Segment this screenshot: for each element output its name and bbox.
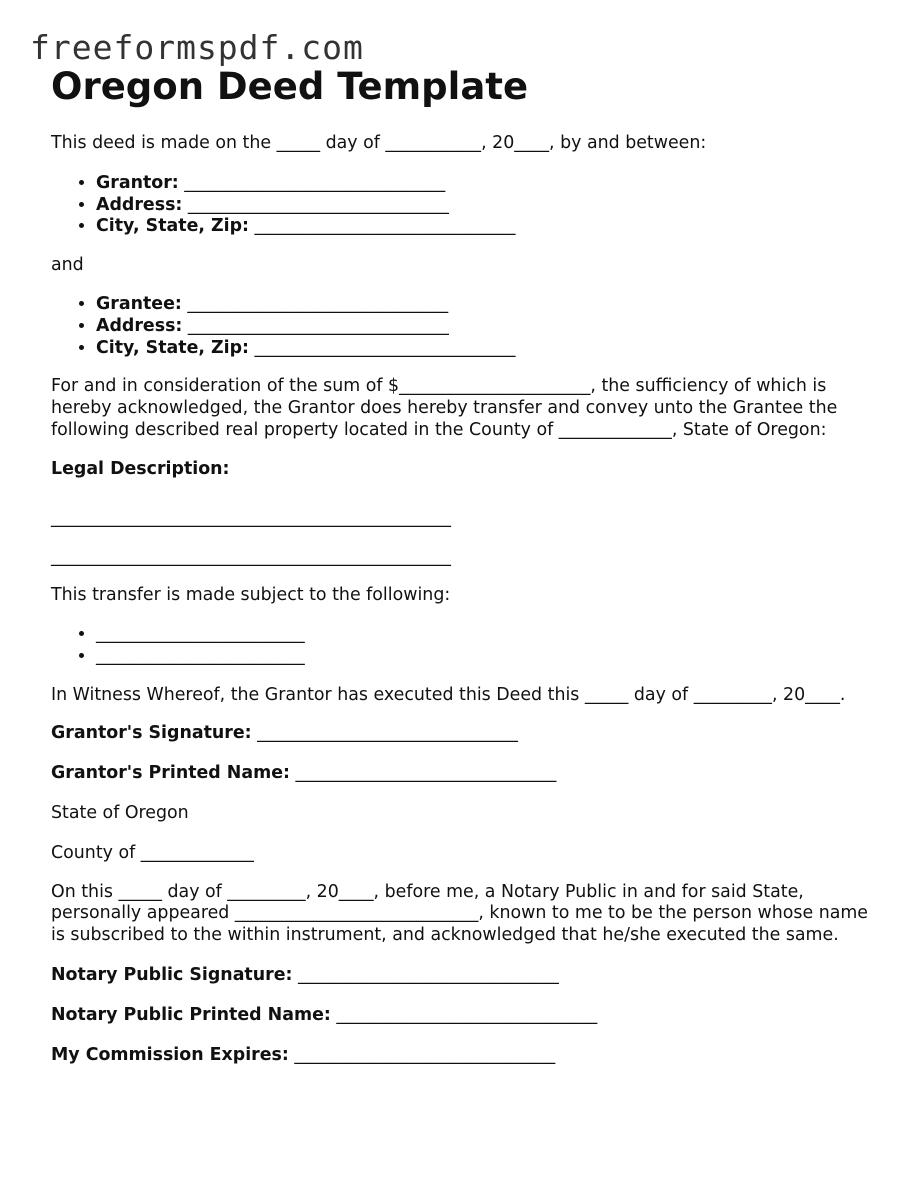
- grantor-printed-name-line: ______________________________: [295, 763, 557, 784]
- commission-label: My Commission Expires:: [51, 1044, 289, 1065]
- commission-row: [51, 1045, 881, 1067]
- grantor-list: [51, 173, 881, 238]
- notary-printed-name-line: ______________________________: [336, 1004, 598, 1025]
- intro-paragraph: This deed is made on the _____ day of ___________, 20____, by and between:: [51, 133, 707, 153]
- grantee-address-item: [96, 316, 881, 338]
- consideration-paragraph: For and in consideration of the sum of $______________________, the sufficiency of which is hereby acknowledged, the Grantor does hereby transfer and convey unto the Grantee the following described real property located in the County of _____________, State of Oregon:: [51, 376, 838, 440]
- legal-description-line: ______________________________________________: [51, 547, 451, 568]
- grantor-signature-label: Grantor's Signature:: [51, 723, 252, 744]
- grantor-signature-row: [51, 723, 881, 745]
- subject-item: • ________________________: [96, 646, 881, 668]
- and-text: and: [51, 255, 84, 276]
- grantee-address-line: ______________________________: [187, 315, 449, 336]
- grantor-signature-line: ______________________________: [257, 723, 518, 744]
- grantee-list: [51, 294, 881, 359]
- legal-description-heading: Legal Description:: [51, 458, 230, 479]
- grantee-city-line: ______________________________: [254, 337, 516, 358]
- grantee-label: Grantee:: [96, 293, 182, 314]
- commission-line: ______________________________: [294, 1044, 556, 1065]
- grantor-printed-name-label: Grantor's Printed Name:: [51, 763, 290, 784]
- document-title: Oregon Deed Template: [51, 65, 529, 108]
- grantee-city-item: [96, 338, 881, 360]
- grantor-city-line: ______________________________: [254, 216, 516, 237]
- subject-list: [51, 624, 881, 668]
- notary-signature-row: [51, 965, 881, 987]
- state-text: State of Oregon: [51, 802, 189, 823]
- subject-item: • ________________________: [96, 624, 881, 646]
- grantee-line: ______________________________: [187, 293, 449, 314]
- grantor-name-item: [96, 173, 881, 195]
- legal-description-line: ______________________________________________: [51, 507, 451, 528]
- grantee-name-item: [96, 294, 881, 316]
- document-page: [51, 64, 881, 1066]
- notary-signature-label: Notary Public Signature:: [51, 964, 293, 985]
- grantee-city-label: City, State, Zip:: [96, 337, 249, 358]
- notary-paragraph: On this _____ day of _________, 20____, before me, a Notary Public in and for said State, personally appeared ____________________________, known to me to be the person whose name is subscribed to the within instrument, and acknowledged that he/she executed the same.: [51, 881, 869, 946]
- notary-signature-line: ______________________________: [297, 964, 559, 985]
- grantee-address-label: Address:: [96, 315, 183, 336]
- grantor-address-line: ______________________________: [187, 194, 449, 215]
- subject-paragraph: This transfer is made subject to the following:: [51, 585, 451, 606]
- notary-printed-name-row: [51, 1005, 881, 1027]
- county-text: County of _____________: [51, 842, 254, 863]
- grantor-city-label: City, State, Zip:: [96, 216, 249, 237]
- grantor-city-item: [96, 216, 881, 238]
- notary-printed-name-label: Notary Public Printed Name:: [51, 1004, 331, 1025]
- grantor-line: ______________________________: [184, 172, 446, 193]
- grantor-address-label: Address:: [96, 194, 183, 215]
- grantor-address-item: [96, 195, 881, 217]
- watermark-logo: freeformspdf.com: [30, 28, 364, 67]
- grantor-label: Grantor:: [96, 172, 179, 193]
- grantor-printed-name-row: [51, 763, 881, 785]
- witness-paragraph: In Witness Whereof, the Grantor has executed this Deed this _____ day of _________, 20____.: [51, 684, 846, 705]
